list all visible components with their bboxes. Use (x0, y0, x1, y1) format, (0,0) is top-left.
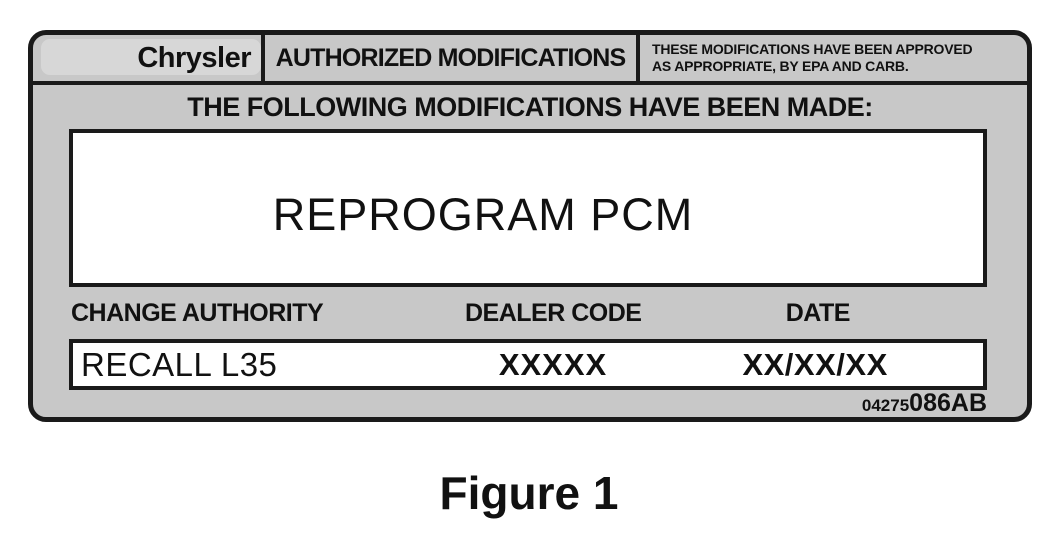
table-value-row (69, 339, 987, 390)
part-number (33, 390, 1027, 420)
authorized-modifications-label (28, 30, 1032, 422)
part-number-suffix: 086AB (909, 389, 987, 417)
part-number-prefix: 04275 (861, 396, 910, 415)
column-header-dealer-code: DEALER CODE (464, 298, 642, 327)
brand-cell (33, 35, 265, 81)
column-header-date: DATE (785, 298, 850, 327)
modification-text: REPROGRAM PCM (272, 189, 694, 240)
approval-note (640, 35, 1027, 81)
modification-box (69, 129, 987, 287)
label-title: AUTHORIZED MODIFICATIONS (265, 35, 640, 81)
value-date: XX/XX/XX (742, 346, 888, 382)
label-header-row (33, 35, 1027, 85)
modifications-made-subtitle: THE FOLLOWING MODIFICATIONS HAVE BEEN MADE: (187, 91, 873, 122)
approval-line-2: AS APPROPRIATE, BY EPA AND CARB. (652, 58, 909, 74)
value-change-authority: RECALL L35 (81, 345, 278, 383)
brand-text: Chrysler (137, 41, 251, 74)
column-header-change-authority: CHANGE AUTHORITY (71, 298, 324, 327)
table-header-row (69, 287, 987, 339)
figure-caption: Figure 1 (439, 467, 619, 519)
approval-line-1: THESE MODIFICATIONS HAVE BEEN APPROVED (652, 40, 973, 57)
value-dealer-code: XXXXX (498, 346, 608, 382)
